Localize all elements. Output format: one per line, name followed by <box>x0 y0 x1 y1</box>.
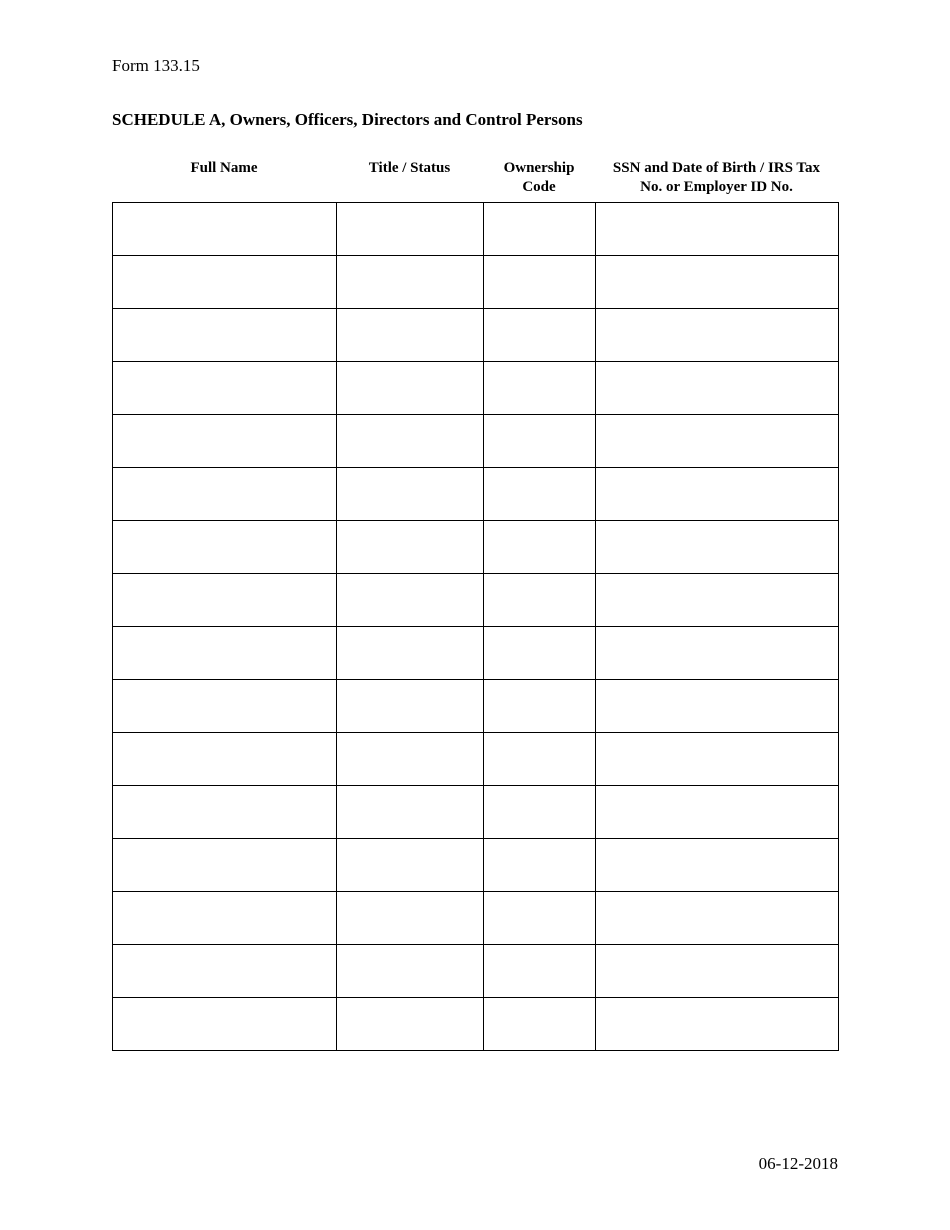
ownership-code-cell[interactable] <box>484 945 596 998</box>
full-name-cell[interactable] <box>113 945 337 998</box>
ownership-code-cell[interactable] <box>484 521 596 574</box>
table-row <box>113 892 839 945</box>
table-row <box>113 415 839 468</box>
column-headers <box>112 159 838 199</box>
title-status-cell[interactable] <box>337 574 484 627</box>
full-name-cell[interactable] <box>113 362 337 415</box>
title-status-cell[interactable] <box>337 362 484 415</box>
table-row <box>113 680 839 733</box>
ssn-ein-cell[interactable] <box>596 892 839 945</box>
ownership-code-cell[interactable] <box>484 786 596 839</box>
table-row <box>113 733 839 786</box>
table-row <box>113 309 839 362</box>
ownership-code-cell[interactable] <box>484 892 596 945</box>
table-row <box>113 468 839 521</box>
schedule-table <box>112 202 839 1051</box>
form-number: Form 133.15 <box>112 56 200 75</box>
schedule-title: SCHEDULE A, Owners, Officers, Directors and Control Persons <box>112 110 583 129</box>
ownership-code-cell[interactable] <box>484 309 596 362</box>
full-name-cell[interactable] <box>113 468 337 521</box>
ssn-ein-cell[interactable] <box>596 945 839 998</box>
column-header-full-name <box>112 159 336 178</box>
ssn-ein-cell[interactable] <box>596 839 839 892</box>
table-row <box>113 998 839 1051</box>
column-header-line: SSN and Date of Birth / IRS Tax <box>612 160 821 176</box>
table-row <box>113 627 839 680</box>
column-header-line: Full Name <box>190 160 258 176</box>
column-header-ownership-code <box>483 159 595 197</box>
ssn-ein-cell[interactable] <box>596 574 839 627</box>
ownership-code-cell[interactable] <box>484 998 596 1051</box>
full-name-cell[interactable] <box>113 839 337 892</box>
ownership-code-cell[interactable] <box>484 733 596 786</box>
table-row <box>113 521 839 574</box>
full-name-cell[interactable] <box>113 521 337 574</box>
title-status-cell[interactable] <box>337 892 484 945</box>
ownership-code-cell[interactable] <box>484 362 596 415</box>
full-name-cell[interactable] <box>113 574 337 627</box>
ssn-ein-cell[interactable] <box>596 309 839 362</box>
ssn-ein-cell[interactable] <box>596 627 839 680</box>
title-status-cell[interactable] <box>337 839 484 892</box>
ssn-ein-cell[interactable] <box>596 521 839 574</box>
title-status-cell[interactable] <box>337 998 484 1051</box>
column-header-ssn-ein <box>595 159 838 197</box>
table-row <box>113 839 839 892</box>
ssn-ein-cell[interactable] <box>596 680 839 733</box>
table-row <box>113 786 839 839</box>
title-status-cell[interactable] <box>337 733 484 786</box>
title-status-cell[interactable] <box>337 309 484 362</box>
title-status-cell[interactable] <box>337 415 484 468</box>
title-status-cell[interactable] <box>337 521 484 574</box>
title-status-cell[interactable] <box>337 786 484 839</box>
column-header-title-status <box>336 159 483 178</box>
column-header-line: Title / Status <box>368 160 451 176</box>
ssn-ein-cell[interactable] <box>596 786 839 839</box>
ssn-ein-cell[interactable] <box>596 203 839 256</box>
ssn-ein-cell[interactable] <box>596 256 839 309</box>
full-name-cell[interactable] <box>113 309 337 362</box>
ownership-code-cell[interactable] <box>484 574 596 627</box>
ssn-ein-cell[interactable] <box>596 415 839 468</box>
ownership-code-cell[interactable] <box>484 680 596 733</box>
title-status-cell[interactable] <box>337 627 484 680</box>
ownership-code-cell[interactable] <box>484 627 596 680</box>
schedule-table-body <box>113 203 839 1051</box>
ownership-code-cell[interactable] <box>484 203 596 256</box>
table-row <box>113 945 839 998</box>
ownership-code-cell[interactable] <box>484 415 596 468</box>
footer-date: 06-12-2018 <box>758 1154 838 1173</box>
table-row <box>113 574 839 627</box>
title-status-cell[interactable] <box>337 468 484 521</box>
table-row <box>113 256 839 309</box>
full-name-cell[interactable] <box>113 998 337 1051</box>
table-row <box>113 362 839 415</box>
ssn-ein-cell[interactable] <box>596 733 839 786</box>
full-name-cell[interactable] <box>113 680 337 733</box>
full-name-cell[interactable] <box>113 203 337 256</box>
full-name-cell[interactable] <box>113 733 337 786</box>
ssn-ein-cell[interactable] <box>596 468 839 521</box>
full-name-cell[interactable] <box>113 415 337 468</box>
column-header-line: No. or Employer ID No. <box>640 179 793 195</box>
ssn-ein-cell[interactable] <box>596 998 839 1051</box>
ownership-code-cell[interactable] <box>484 256 596 309</box>
full-name-cell[interactable] <box>113 892 337 945</box>
title-status-cell[interactable] <box>337 680 484 733</box>
column-header-line: Code <box>522 179 556 195</box>
table-row <box>113 203 839 256</box>
title-status-cell[interactable] <box>337 256 484 309</box>
full-name-cell[interactable] <box>113 256 337 309</box>
title-status-cell[interactable] <box>337 945 484 998</box>
full-name-cell[interactable] <box>113 627 337 680</box>
ownership-code-cell[interactable] <box>484 839 596 892</box>
column-header-line: Ownership <box>503 160 575 176</box>
ssn-ein-cell[interactable] <box>596 362 839 415</box>
title-status-cell[interactable] <box>337 203 484 256</box>
full-name-cell[interactable] <box>113 786 337 839</box>
ownership-code-cell[interactable] <box>484 468 596 521</box>
